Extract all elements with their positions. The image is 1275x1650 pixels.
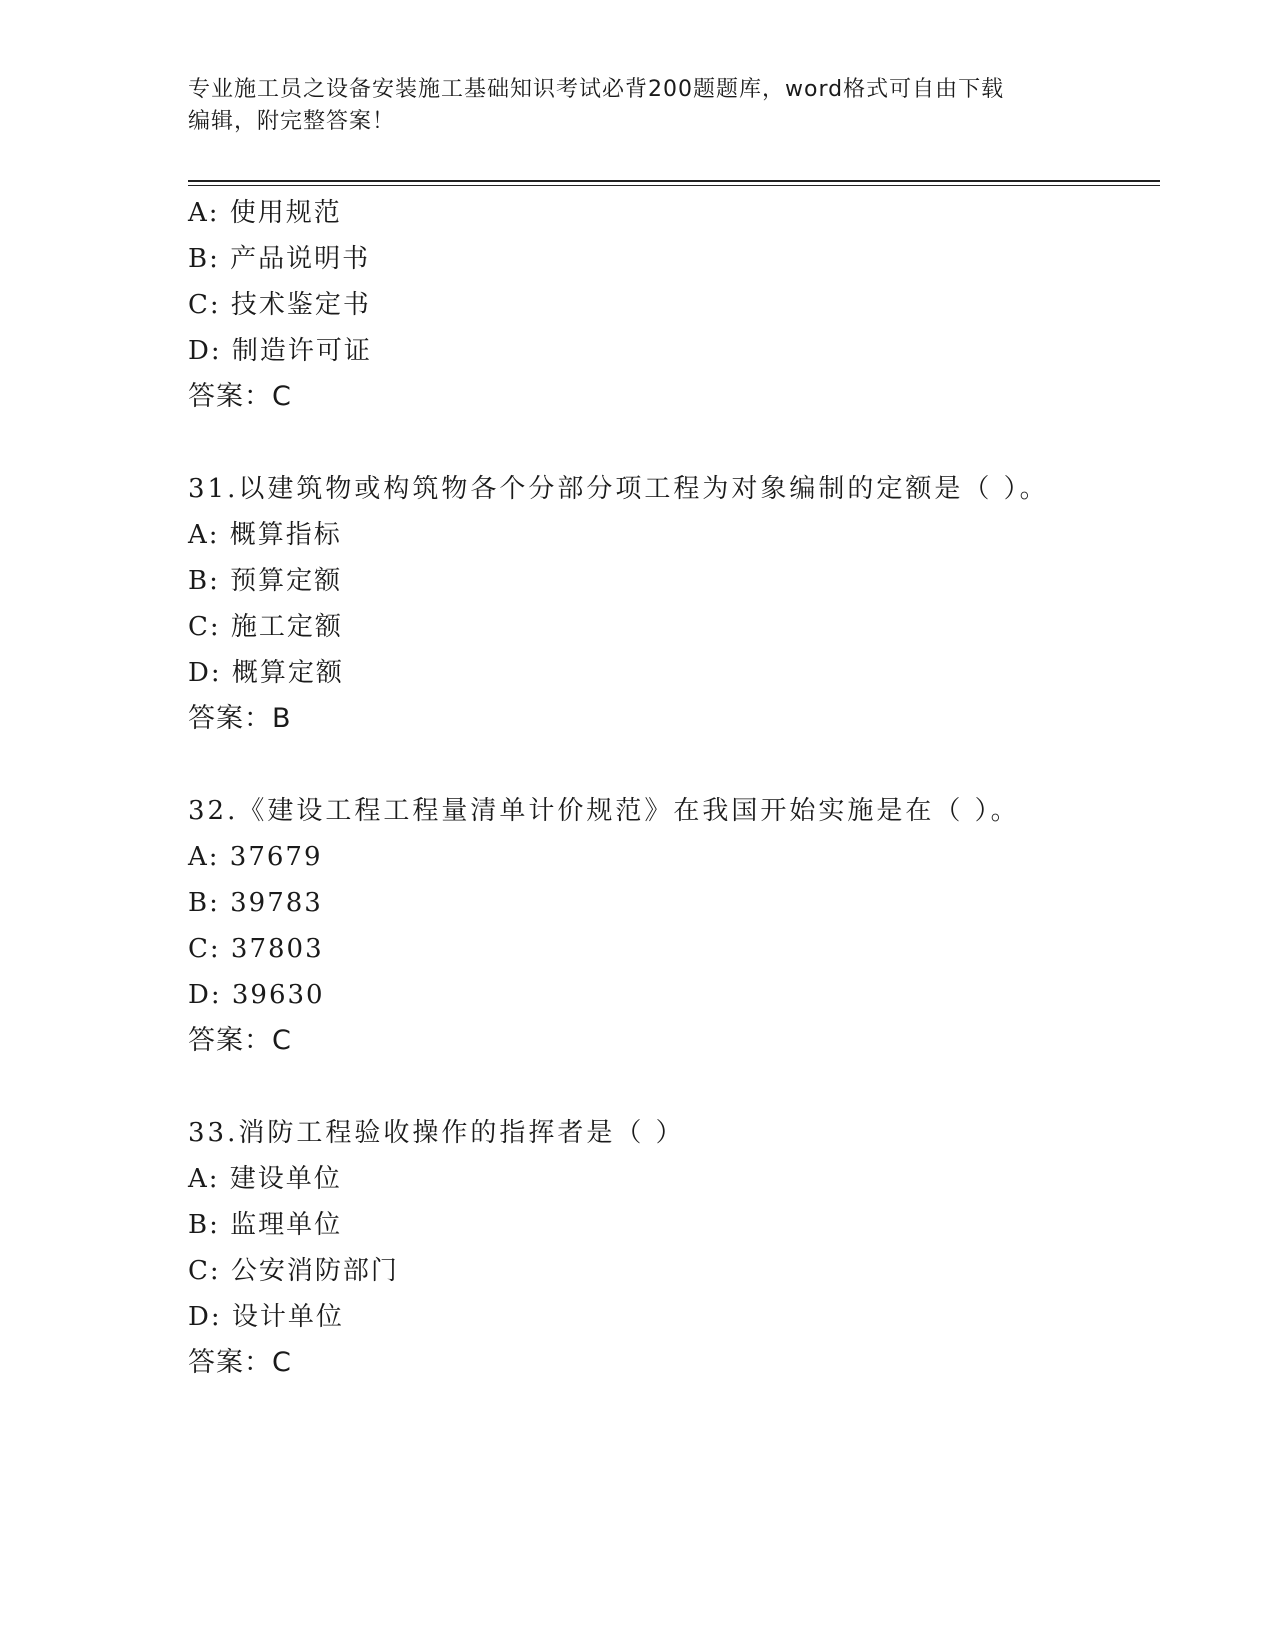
option-d: D: 39630 [188, 980, 325, 1010]
header-line-2: 编辑，附完整答案！ [188, 109, 396, 134]
question-stem: 32.《建设工程工程量清单计价规范》在我国开始实施是在（ ）。 [188, 796, 1020, 826]
option-c: C: 施工定额 [188, 612, 343, 642]
answer-line: 答案：B [188, 703, 292, 734]
header-line-1: 专业施工员之设备安装施工基础知识考试必背200题题库，word格式可自由下载 [188, 77, 1005, 102]
option-a: A: 概算指标 [188, 520, 342, 550]
question-list [188, 190, 1168, 1386]
header-divider-thin [188, 185, 1160, 186]
answer-line: 答案：C [188, 381, 292, 412]
option-c: C: 技术鉴定书 [188, 290, 371, 320]
option-c: C: 37803 [188, 934, 324, 964]
question-31 [188, 466, 1168, 742]
answer-line: 答案：C [188, 1025, 292, 1056]
question-stem: 31.以建筑物或构筑物各个分部分项工程为对象编制的定额是（ ）。 [188, 474, 1049, 504]
question-30-continued [188, 190, 1168, 420]
option-b: B: 监理单位 [188, 1210, 343, 1240]
document-header [188, 74, 1088, 138]
question-32 [188, 788, 1168, 1064]
option-b: B: 预算定额 [188, 566, 343, 596]
option-a: A: 37679 [188, 842, 323, 872]
option-d: D: 制造许可证 [188, 336, 372, 366]
option-d: D: 设计单位 [188, 1302, 344, 1332]
option-b: B: 产品说明书 [188, 244, 371, 274]
option-b: B: 39783 [188, 888, 323, 918]
option-d: D: 概算定额 [188, 658, 344, 688]
question-33 [188, 1110, 1168, 1386]
option-c: C: 公安消防部门 [188, 1256, 399, 1286]
option-a: A: 使用规范 [188, 198, 342, 228]
answer-line: 答案：C [188, 1347, 292, 1378]
header-divider-thick [188, 180, 1160, 182]
option-a: A: 建设单位 [188, 1164, 342, 1194]
question-stem: 33.消防工程验收操作的指挥者是（ ） [188, 1118, 685, 1148]
